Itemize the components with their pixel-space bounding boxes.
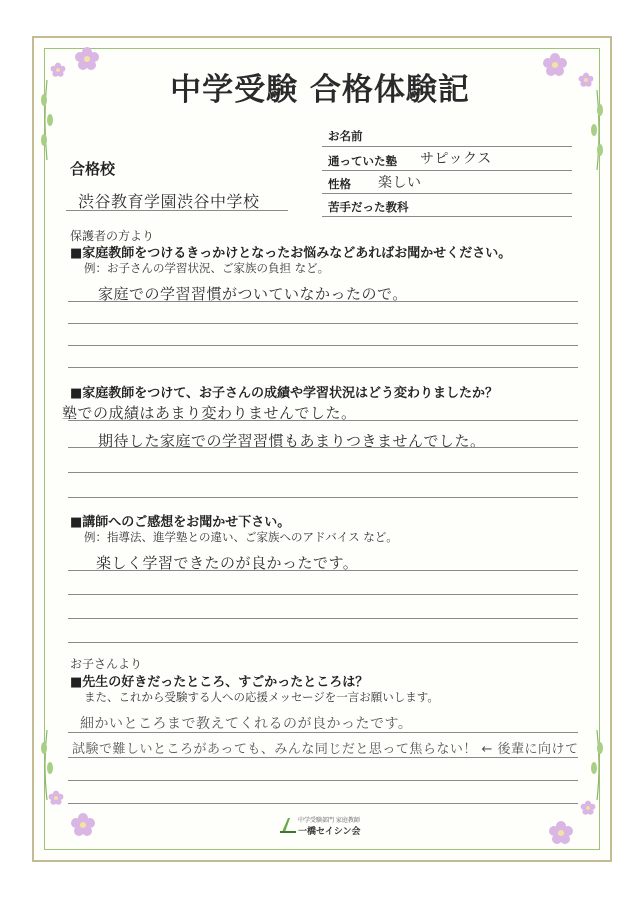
juku-label: 通っていた塾 [328, 154, 397, 168]
logo-name: 一橋セイシン会 [298, 827, 361, 837]
answer-line [68, 803, 578, 804]
parent-answer-2-line-1: 塾での成績はあまり変わりませんでした。 [62, 404, 357, 422]
answer-line [68, 323, 578, 324]
name-label: お名前 [328, 129, 363, 143]
flower-icon [548, 820, 574, 846]
page-title: 中学受験 合格体験記 [170, 72, 470, 108]
parent-question-3-example: 例：指導法、進学塾との違い、ご家族へのアドバイス など。 [84, 530, 398, 544]
parent-answer-3-line-1: 楽しく学習できたのが良かったです。 [96, 554, 359, 572]
child-answer-line-1: 細かいところまで教えてくれるのが良かったです。 [80, 716, 413, 732]
answer-line [68, 420, 578, 421]
weak-subject-label: 苦手だった教科 [328, 200, 409, 214]
personality-value: 楽しい [378, 175, 422, 191]
answer-line [68, 780, 578, 781]
personality-label: 性格 [328, 177, 351, 191]
answer-line [68, 447, 578, 448]
child-answer-line-2: 試験で難しいところがあっても、みんな同じだと思って焦らない！ ← 後輩に向けて [72, 742, 579, 757]
answer-line [68, 345, 578, 346]
leaf-sprig-icon [590, 730, 604, 800]
child-question: ■先生の好きだったところ、すごかったところは？ [70, 675, 369, 690]
logo-small-text: 中学受験部門 家庭教師 [298, 817, 360, 824]
leaf-sprig-icon [40, 730, 54, 800]
personality-underline [322, 193, 572, 194]
child-question-2: また、これから受験する人への応援メッセージを一言お願いします。 [84, 690, 439, 704]
flower-icon [580, 800, 596, 816]
school-value: 渋谷教育学園渋谷中学校 [78, 192, 260, 211]
parent-section-heading: 保護者の方より [70, 229, 155, 243]
school-underline [66, 210, 288, 211]
answer-line [68, 367, 578, 368]
answer-line [68, 757, 578, 758]
company-logo [280, 812, 370, 838]
parent-question-2: ■家庭教師をつけて、お子さんの成績や学習状況はどう変わりましたか？ [70, 386, 499, 401]
flower-icon [70, 812, 96, 838]
answer-line [68, 472, 578, 473]
name-underline [322, 146, 572, 147]
answer-line [68, 732, 578, 733]
parent-answer-1-line-1: 家庭での学習習慣がついていなかったので。 [98, 285, 408, 303]
juku-value: サピックス [420, 151, 492, 167]
answer-line [68, 642, 578, 643]
child-section-heading: お子さんより [70, 657, 143, 671]
answer-line [68, 570, 578, 571]
answer-line [68, 301, 578, 302]
answer-line [68, 594, 578, 595]
weak-subject-underline [322, 216, 572, 217]
parent-question-3: ■講師へのご感想をお聞かせ下さい。 [70, 515, 291, 530]
logo-mark-icon [280, 816, 296, 834]
answer-line [68, 618, 578, 619]
school-label: 合格校 [70, 160, 116, 178]
juku-underline [322, 170, 572, 171]
parent-question-1: ■家庭教師をつけるきっかけとなったお悩みなどあればお聞かせください。 [70, 246, 512, 261]
parent-answer-2-line-2: 期待した家庭での学習習慣もあまりつきませんでした。 [98, 432, 486, 450]
answer-line [68, 497, 578, 498]
parent-question-1-example: 例：お子さんの学習状況、ご家族の負担 など。 [84, 261, 330, 275]
